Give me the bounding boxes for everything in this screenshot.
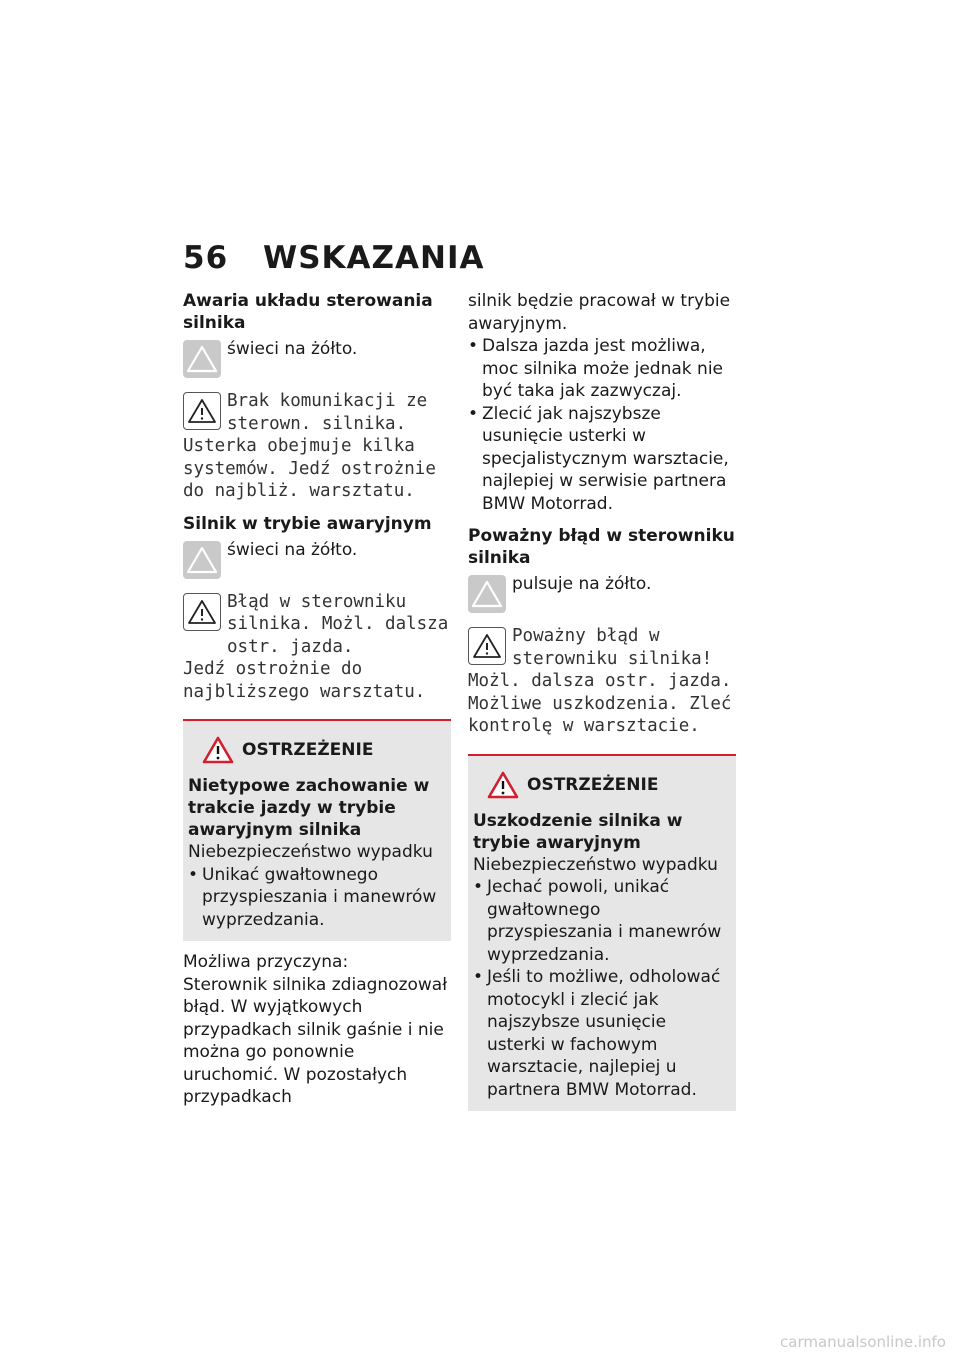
display-message-rest: Usterka obejmuje kilka systemów. Jedź ostrożnie do najbliż. warsztatu. [183,436,436,501]
section-heading-serious-fault: Poważny błąd w sterowniku silnika [468,526,735,568]
display-message-first: Brak komunikacji ze sterown. silnika. [227,391,428,434]
warning-label: OSTRZEŻENIE [527,774,659,795]
section-heading-engine-control-fault: Awaria układu sterowania silnika [183,291,433,333]
display-message [183,591,451,704]
right-column [468,290,736,1121]
display-message-rest: Możl. dalsza ostr. jazda. Możliwe uszkodzenia. Zleć kontrolę w warsztacie. [468,671,732,736]
page-header [183,240,484,276]
page-title: WSKAZANIA [263,240,485,276]
cause-label: Możliwa przyczyna: [183,952,349,972]
warning-label: OSTRZEŻENIE [242,740,374,760]
warning-lamp-icon [183,340,221,378]
warning-subtitle: Niebezpieczeństwo wypadku [473,854,718,875]
warning-lamp-icon [468,575,506,613]
continued-text: silnik będzie pracował w trybie awaryjnym. [468,291,731,334]
lamp-row [183,539,451,583]
lamp-row [183,338,451,382]
lamp-status: pulsuje na żółto. [512,574,652,594]
lamp-row [468,573,736,617]
warning-subtitle: Niebezpieczeństwo wypadku [188,842,433,862]
warning-triangle-icon [468,627,506,665]
warning-header [473,770,728,800]
display-message [468,625,736,738]
display-message-first: Błąd w sterowniku silnika. Możl. dalsza ostr. jazda. [227,591,449,657]
watermark-footer: carmanualsonline.info [780,1333,946,1351]
display-message [183,390,451,503]
left-column [183,290,451,1109]
warning-triangle-icon [183,392,221,430]
warning-bullet: • Jeśli to możliwe, odholować motocykl i zlecić jak najszybsze usunięcie usterki w fachowym warsztacie, najlepiej u partnera BMW Motorrad. [473,967,721,1100]
display-message-first: Poważny błąd w sterowniku silnika! [512,626,713,669]
list-item: • Dalsza jazda jest możliwa, moc silnika może jednak nie być taka jak zazwyczaj. [468,336,723,401]
cause-text: Sterownik silnika zdiagnozował błąd. W wyjątkowych przypadkach silnik gaśnie i nie można go ponownie uruchomić. W pozostałych przypadkach [183,974,448,1107]
warning-title: Uszkodzenie silnika w trybie awaryjnym [473,810,683,853]
warning-lamp-icon [183,541,221,579]
lamp-status: świeci na żółto. [227,339,358,359]
warning-box [468,754,736,1112]
warning-title: Nietypowe zachowanie w trakcie jazdy w trybie awaryjnym silnika [188,776,430,840]
warning-bullet: • Jechać powoli, unikać gwałtownego przyspieszania i manewrów wyprzedzania. [473,877,722,965]
list-item: • Zlecić jak najszybsze usunięcie usterki w specjalistycznym warsztacie, najlepiej w serwisie partnera BMW Motorrad. [468,403,729,514]
red-warning-icon [202,735,234,765]
warning-triangle-icon [183,593,221,631]
warning-header [188,735,443,765]
red-warning-icon [487,770,519,800]
display-message-rest: Jedź ostrożnie do najbliższego warsztatu. [183,659,426,702]
lamp-status: świeci na żółto. [227,539,358,560]
page-number: 56 [183,240,229,276]
section-heading-limp-mode: Silnik w trybie awaryjnym [183,513,432,534]
warning-bullet: • Unikać gwałtownego przyspieszania i manewrów wyprzedzania. [188,864,437,930]
warning-box [183,719,451,941]
